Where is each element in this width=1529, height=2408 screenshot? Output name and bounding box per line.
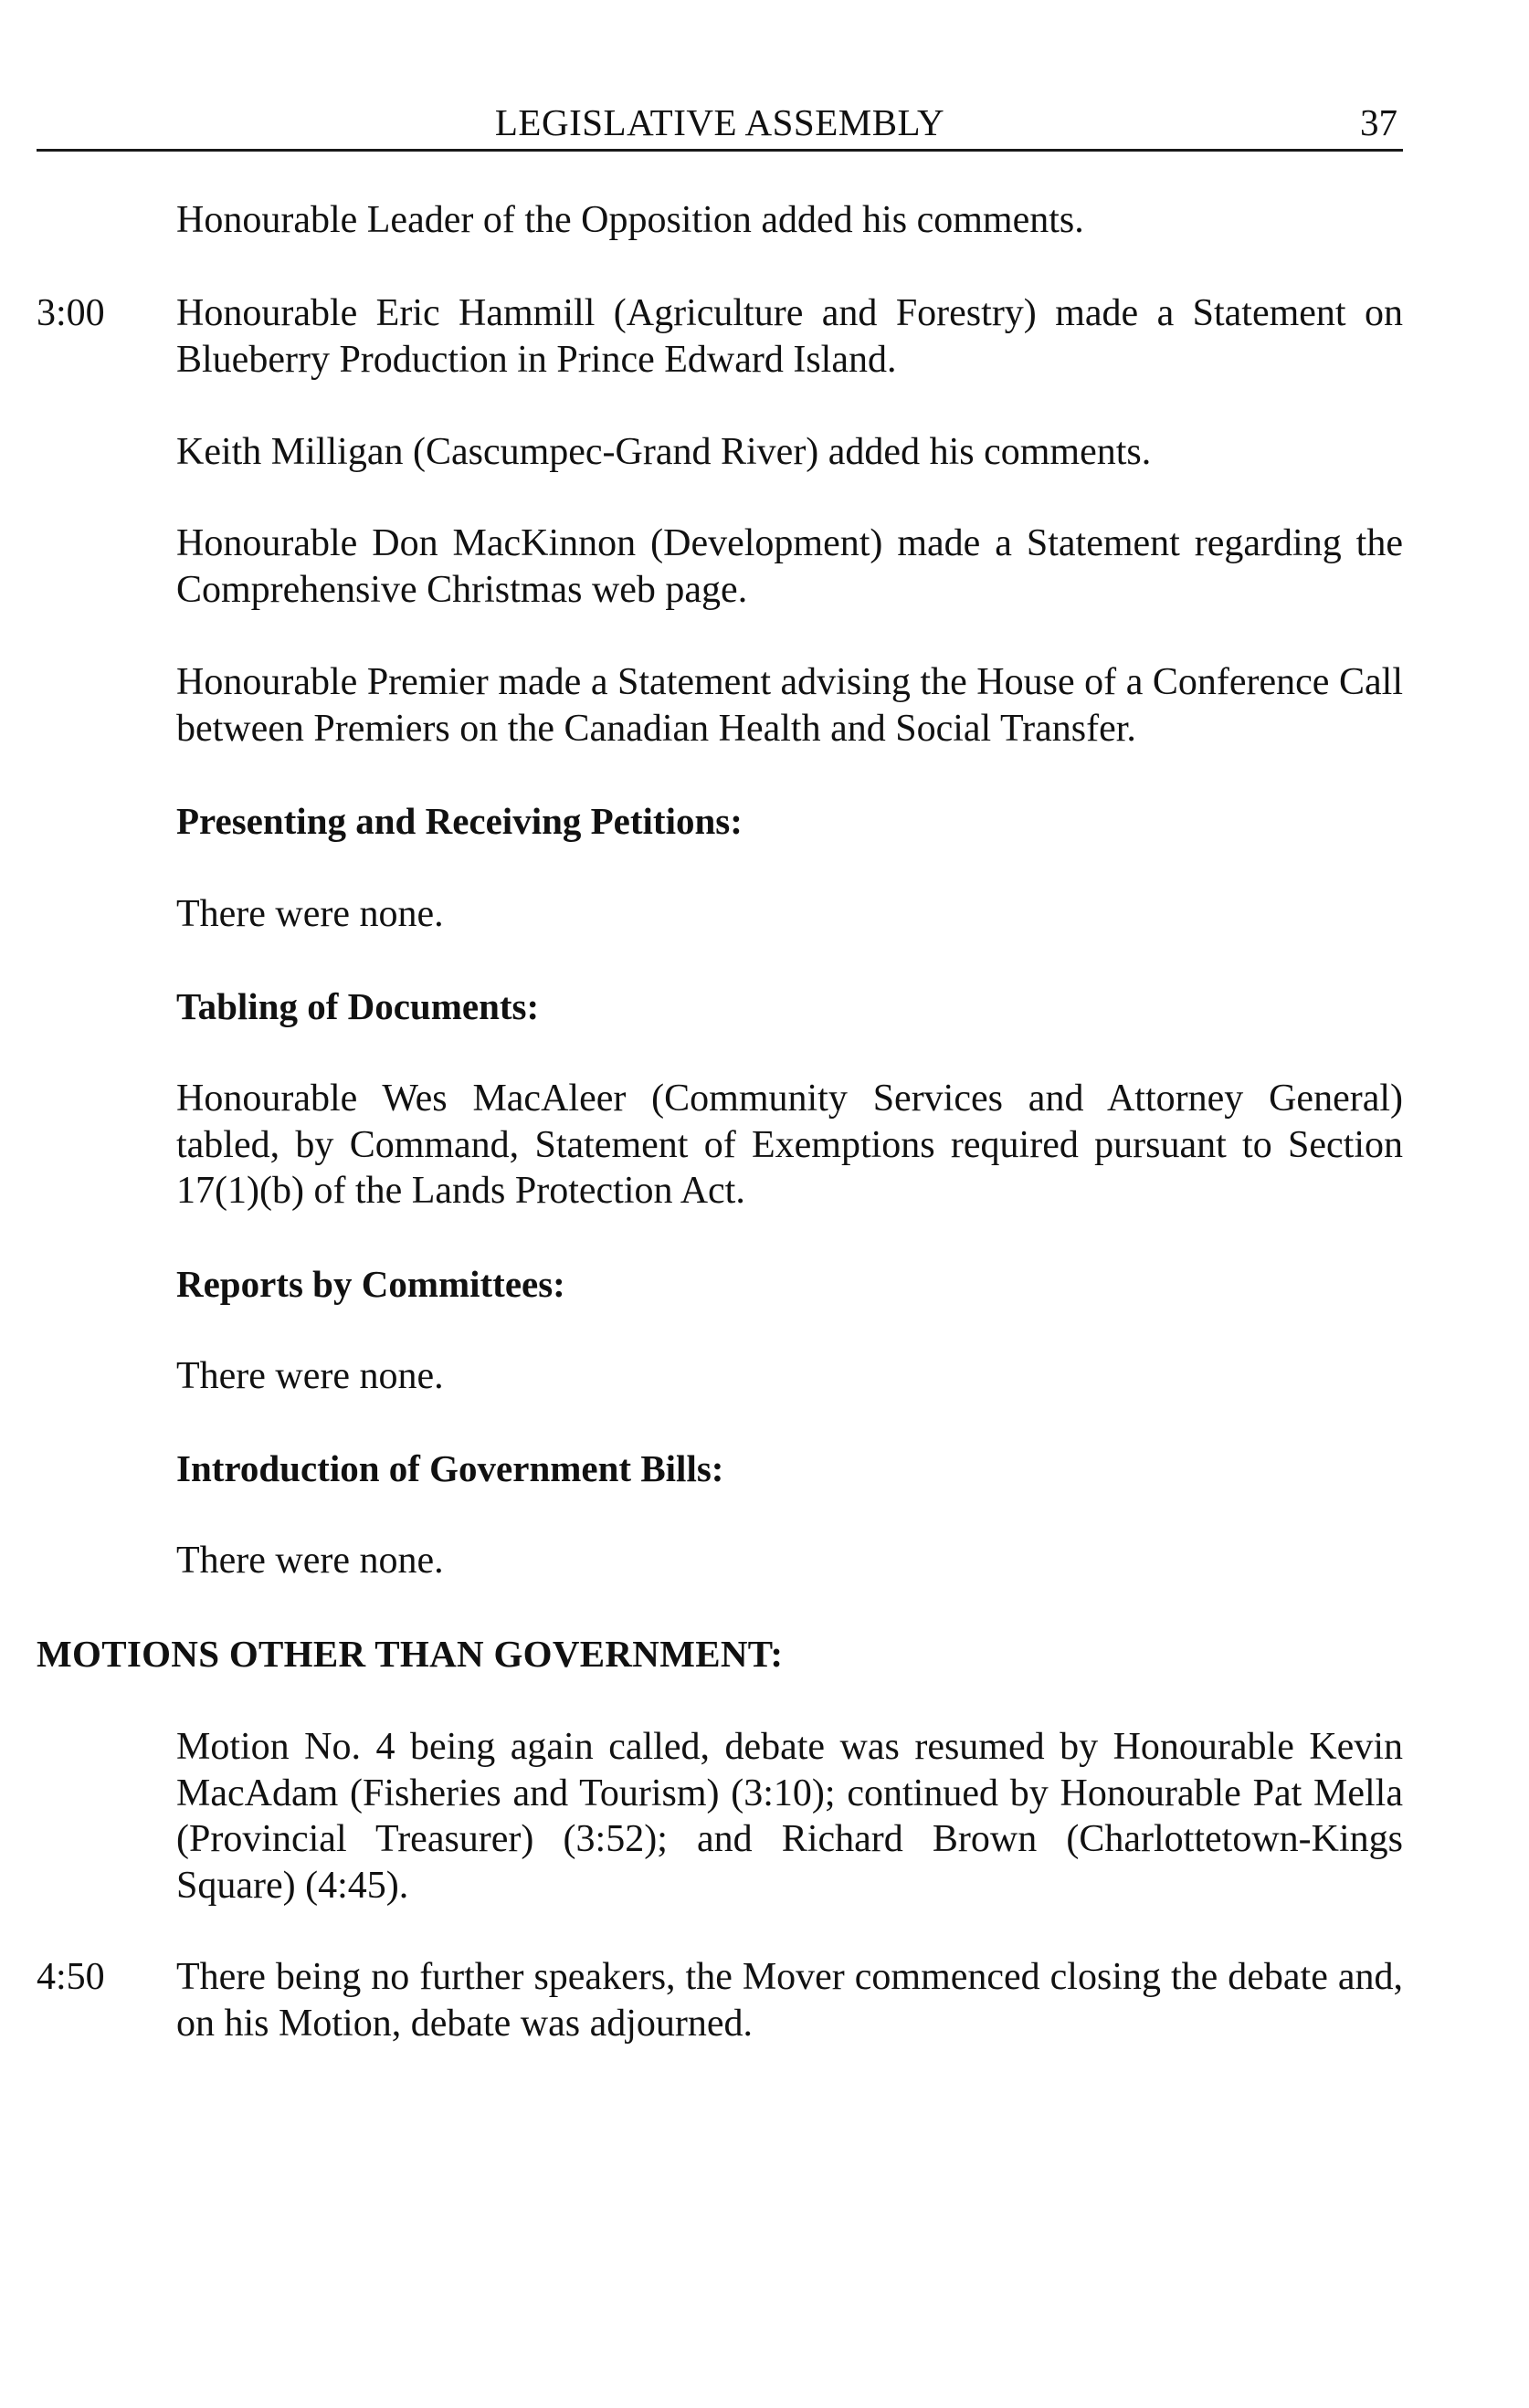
section-heading-tabling: Tabling of Documents: [176,985,540,1027]
page-number: 37 [1360,101,1397,143]
entry-blueberry-statement: Honourable Eric Hammill (Agriculture and Forestry) made a Statement on Blueberry Production in Prince Edward Island. [176,292,1403,381]
petitions-text: There were none. [176,893,444,935]
entry-time: 3:00 [37,292,105,334]
entry-opposition-comments: Honourable Leader of the Opposition added his comments. [176,199,1084,241]
tabling-text: Honourable Wes MacAleer (Community Services and Attorney General) tabled, by Command, Statement of Exemptions required pursuant to Section 17(1)(b) of the Lands Protection Act. [176,1078,1403,1212]
closing-time: 4:50 [37,1956,105,1998]
motions-text: Motion No. 4 being again called, debate was resumed by Honourable Kevin MacAdam (Fisheries and Tourism) (3:10); continued by Honourable Pat Mella (Provincial Treasurer) (3:52); and Richard Brown (Charlottetown-Kings Square) (4:45). [176,1726,1403,1907]
running-title: LEGISLATIVE ASSEMBLY [494,101,945,143]
reports-text: There were none. [176,1355,444,1397]
entry-premier-statement: Honourable Premier made a Statement advising the House of a Conference Call between Premiers on the Canadian Health and Social Transfer. [176,661,1403,750]
section-heading-government-bills: Introduction of Government Bills: [176,1447,724,1489]
section-heading-petitions: Presenting and Receiving Petitions: [176,800,743,842]
government-bills-text: There were none. [176,1540,444,1582]
motions-closing-text: There being no further speakers, the Mover commenced closing the debate and, on his Motion, debate was adjourned. [176,1956,1403,2045]
page-header [37,99,1403,150]
section-heading-reports: Reports by Committees: [176,1263,565,1305]
section-heading-motions: MOTIONS OTHER THAN GOVERNMENT: [37,1633,784,1675]
header-rule [37,149,1403,152]
entry-milligan-comments: Keith Milligan (Cascumpec-Grand River) added his comments. [176,431,1152,473]
entry-christmas-statement: Honourable Don MacKinnon (Development) made a Statement regarding the Comprehensive Christmas web page. [176,522,1403,611]
